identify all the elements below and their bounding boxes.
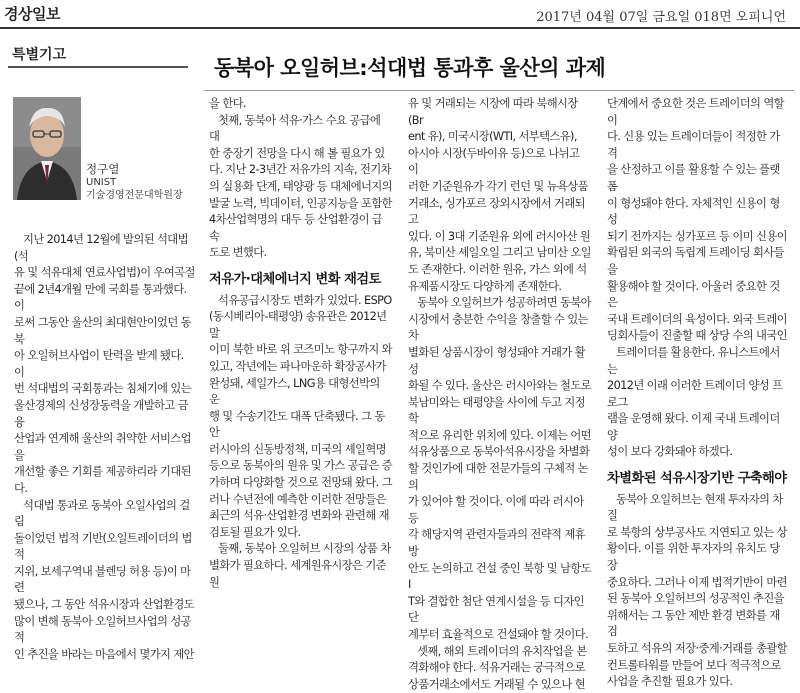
text-line: 유 및 거래되는 시장에 따라 북해시장(Br	[408, 97, 578, 127]
text-line: 아시아 시장(두바이유 등)으로 나뉘고 이	[408, 146, 580, 177]
text-line: 발굴 노력, 빅데이터, 인공지능을 포함한	[209, 196, 392, 210]
text-line: 중요하다. 그러나 이제 법적기반이 마련	[607, 575, 787, 589]
headline-rule	[204, 90, 794, 91]
text-line: 황이다. 이를 위한 투자자의 유치도 당장	[607, 542, 780, 573]
text-line: 가하며 다양화할 것으로 전망돼 왔다. 그	[209, 476, 392, 490]
text-line: 위해서는 그 동안 제반 환경 변화를 재검	[607, 608, 780, 639]
text-line: 아 오일허브사업이 탄력을 받게 됐다. 이	[14, 349, 184, 379]
author-info	[86, 163, 183, 202]
text-line: 된 동북아 오일허브의 성공적인 추진을	[607, 592, 784, 606]
text-line: 로 북항의 상부공사도 지연되고 있는 상	[607, 525, 787, 539]
section-rule	[8, 66, 188, 68]
text-line: 울산경제의 신성장동력을 개발하고 금융	[14, 398, 188, 429]
article-column-2	[209, 96, 392, 591]
text-line: 등으로 동북아의 원유 및 가스 공급은 증	[209, 459, 392, 473]
text-line: 인 추진을 바라는 마음에서 몇가지 제안	[14, 647, 194, 661]
text-line: 국내 트레이더의 육성이다. 외국 트레이	[607, 312, 787, 326]
text-line: 도 존재한다. 이러한 원유, 가스 외에 석	[408, 262, 587, 276]
text-line: 성이 보다 강화돼야 하겠다.	[607, 445, 733, 459]
text-line: 러시아의 신동방정책, 미국의 셰일혁명	[209, 442, 386, 456]
text-line: 한 중장기 전망을 다시 해 볼 필요가 있	[209, 146, 385, 160]
author-org: UNIST	[86, 177, 117, 188]
text-line: 석유상품으로 동북아석유시장을 차별화	[408, 445, 590, 459]
text-line: 격화해야 한다. 석유거래는 궁극적으로	[408, 661, 585, 675]
dateline: 2017년 04월 07일 금요일 018면 오피니언	[536, 10, 786, 25]
text-line: 동북아 오일허브가 성공하려면 동북아	[417, 296, 591, 310]
text-line: 다.	[14, 481, 28, 495]
text-line: 확립된 외국의 독립계 트레이딩 회사들을	[607, 246, 784, 276]
author-title: 기술경영전문대학원장	[86, 190, 183, 201]
text-line: 컨트롤타워를 만들어 보다 적극적으로	[607, 658, 781, 672]
text-line: 토하고 석유의 저장·중계·거래를 총괄할	[607, 642, 787, 655]
text-line: 단계에서 중요한 것은 트레이더의 역할이	[607, 97, 784, 127]
text-line: 가 있어야 할 것이다. 이에 따라 러시아 등	[408, 495, 584, 525]
text-line: 산업과 연계해 울산의 취약한 서비스업을	[14, 432, 191, 462]
text-line: 상품거래소에서도 거래될 수 있으나 현	[408, 677, 585, 691]
author-photo	[13, 97, 81, 200]
text-line: (동시베리아-태평양) 송유관은 2012년 말	[209, 310, 387, 340]
text-line: 을 한다.	[209, 97, 246, 110]
text-line: 끝에 2년4개월 만에 국회를 통과했다. 이	[14, 282, 187, 313]
text-line: 최근의 석유·산업환경 변화와 관련해 재	[209, 509, 389, 523]
text-line: 이 형성돼야 한다. 자체적인 신용이 형성	[607, 196, 780, 227]
text-line: 활용해야 할 것이다. 아울러 중요한 것은	[607, 279, 780, 310]
text-line: 트레이더를 활용한다. 유니스트에서는	[607, 345, 780, 376]
text-line: 지난 2014년 12월에 발의된 석대법(석	[14, 233, 188, 263]
text-line: 도로 변했다.	[209, 246, 267, 260]
text-line: 화될 수 있다. 울산은 러시아와는 철도로	[408, 379, 591, 393]
text-line: 완성돼, 세일가스, LNG용 대형선박의 운	[209, 376, 380, 407]
text-line: 유 및 석유대체 연료사업법)이 우여곡절	[14, 266, 195, 280]
text-line: 석대법 통과로 동북아 오일사업의 걸림	[14, 498, 190, 529]
text-line: 2012년 이래 이러한 트레이더 양성 프로그	[607, 379, 783, 409]
text-line: 램을 운영해 왔다. 이제 국내 트레이더 양	[607, 412, 780, 442]
text-line: 지위, 보세구역내 블렌딩 허용 등)이 마련	[14, 564, 191, 595]
text-line: 각 해당지역 관련자들과의 전략적 제휴방	[408, 528, 585, 559]
text-line: 첫째, 동북아 석유·가스 수요 공급에 대	[209, 113, 381, 144]
text-line: 있다. 이 3대 기준원유 외에 러시아산 원	[408, 229, 591, 243]
text-line: 을 산정하고 이를 활용할 수 있는 플랫폼	[607, 163, 780, 193]
text-line: 거래소, 싱가포르 장외시장에서 거래되고	[408, 196, 585, 227]
section-label: 특별기고	[12, 47, 67, 63]
text-line: 둘째, 동북아 오일허브 시장의 상품 차	[218, 542, 391, 556]
text-line: 됐으나, 그 동안 석유시장과 산업환경도	[14, 598, 194, 612]
text-line: 유제품시장도 다양하게 존재한다.	[408, 279, 562, 293]
text-line: 있고, 작년에는 파나마운하 확장공사가	[209, 359, 386, 373]
text-line: 적으로 유리한 위치에 있다. 이제는 어떤	[408, 428, 591, 442]
text-line: 이미 북한 바로 위 코즈미노 항구까지 와	[209, 343, 392, 357]
text-line: 별화가 필요하다. 세계원유시장은 기준원	[209, 559, 386, 589]
text-line: 러나 수년전에 예측한 이러한 전망들은	[209, 492, 386, 506]
newspaper-masthead: 경상일보	[4, 5, 60, 23]
text-line: T와 결합한 첨단 연계시설을 등 디자인 단	[408, 594, 584, 625]
text-line: 다. 신용 있는 트레이더들이 적정한 가격	[607, 130, 780, 160]
text-line: 로써 그동안 울산의 최대현안이었던 동북	[14, 315, 191, 346]
text-line: 행 및 수송기간도 대폭 단축됐다. 그 동안	[209, 409, 385, 440]
text-line: 유, 북미산 셰일오일 그리고 남미산 오일	[408, 246, 591, 260]
article-column-4	[607, 96, 789, 691]
author-name: 정구열	[86, 162, 120, 176]
text-line: 안도 논의하고 건설 중인 북항 및 남항도 I	[408, 561, 591, 592]
text-line: 개선할 좋은 기회를 제공하리라 기대된	[14, 465, 191, 479]
text-line: 북남미와는 태평양을 사이에 두고 지정학	[408, 395, 585, 426]
article-column-1	[14, 232, 196, 663]
text-line: 되기 전까지는 싱가포르 등 이미 신용이	[607, 229, 787, 243]
text-line: 사업을 추진할 필요가 있다.	[607, 675, 733, 689]
subheading: 저유가·대체에너지 변화 재검토	[209, 271, 381, 287]
text-line: 석유공급시장도 변화가 있었다. ESPO	[218, 293, 392, 307]
text-line: 4차산업혁명의 대두 등 산업환경이 급속	[209, 213, 383, 243]
text-line: ent 유), 미국시장(WTI, 서부텍스유),	[408, 130, 577, 144]
text-line: 할 것인가에 대한 전문가들의 구체적 논의	[408, 462, 588, 492]
article-column-3	[408, 96, 592, 693]
text-line: 돌이었던 법적 기반(오일트레이더의 법적	[14, 531, 192, 562]
text-line: 의 실용화 단계, 태양광 등 대체에너지의	[209, 179, 392, 193]
text-line: 계부터 효율적으로 건설돼야 할 것이다.	[408, 628, 588, 641]
text-line: 번 석대법의 국회통과는 침체기에 있는	[14, 382, 191, 396]
text-line: 많이 변해 동북아 오일허브사업의 성공적	[14, 614, 191, 645]
text-line: 별화된 상품시장이 형성돼야 거래가 활성	[408, 345, 585, 376]
article-headline: 동북아 오일허브:석대법 통과후 울산의 과제	[214, 56, 606, 80]
page-header	[0, 0, 800, 30]
text-line: 러한 기준원유가 각기 런던 및 뉴욕상품	[408, 179, 588, 193]
text-line: 동북아 오일허브는 현재 투자자의 차질	[607, 492, 783, 523]
subheading: 차별화된 석유시장기반 구축해야	[607, 471, 787, 487]
header-rule	[0, 27, 800, 29]
text-line: 셋째, 해외 트레이더의 유치작업을 본	[417, 644, 587, 658]
text-line: 다. 지난 2-3년간 저유가의 지속, 전기차	[209, 163, 391, 177]
text-line: 시장에서 충분한 수익을 창출할 수 있는 차	[408, 312, 588, 343]
text-line: 딩회사들이 진출할 때 상당 수의 내국인	[607, 329, 787, 343]
text-line: 검토될 필요가 있다.	[209, 525, 301, 539]
